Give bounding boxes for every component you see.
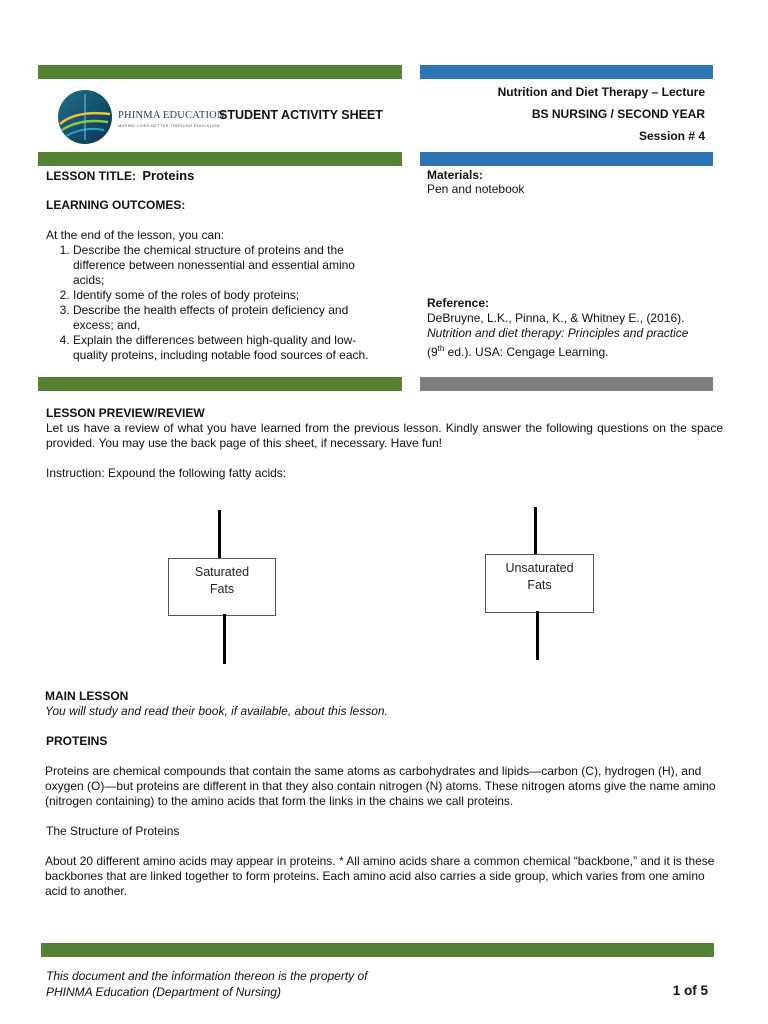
session-number: Session # 4	[638, 129, 705, 143]
saturated-fats-line1: Saturated	[194, 565, 250, 579]
saturated-bottom-line	[223, 614, 226, 664]
lesson-title	[46, 168, 194, 184]
saturated-fats-box	[168, 558, 276, 616]
reference-heading: Reference:	[427, 296, 490, 310]
edition-post: ed.). USA: Cengage Learning.	[444, 345, 609, 359]
saturated-top-line	[218, 510, 221, 560]
course-title: Nutrition and Diet Therapy – Lecture	[497, 85, 705, 99]
main-lesson-subtitle: You will study and read their book, if available, about this lesson.	[45, 704, 388, 718]
footer-line1: This document and the information thereon is the property of	[46, 969, 368, 983]
proteins-topic: PROTEINS	[46, 734, 108, 748]
reference-edition	[427, 341, 608, 360]
preview-instruction: Instruction: Expound the following fatty acids:	[46, 466, 287, 480]
outcomes-intro: At the end of the lesson, you can:	[46, 228, 225, 242]
program-title: BS NURSING / SECOND YEAR	[531, 107, 705, 121]
saturated-fats-line2: Fats	[209, 582, 235, 596]
sheet-title: STUDENT ACTIVITY SHEET	[219, 108, 383, 122]
materials-text: Pen and notebook	[427, 182, 525, 196]
reference-bottom-bar	[420, 377, 713, 391]
reference-book-title: Nutrition and diet therapy: Principles and practice	[427, 326, 689, 340]
outcomes-heading: LEARNING OUTCOMES:	[46, 198, 186, 212]
outcome-item: 4. Explain the differences between high-quality and low-quality proteins, including notable food sources of each.	[73, 333, 373, 363]
edition-pre: (9	[427, 345, 438, 359]
outcome-item: 2. Identify some of the roles of body proteins;	[73, 288, 373, 303]
edition-sup: th	[437, 344, 445, 353]
unsaturated-fats-line1: Unsaturated	[505, 561, 574, 575]
unsaturated-fats-line2: Fats	[527, 578, 552, 592]
phinma-logo-mark-icon	[56, 88, 114, 146]
lesson-bottom-bar	[38, 377, 402, 391]
header-left-top-bar	[38, 65, 402, 79]
footer-line2: PHINMA Education (Department of Nursing)	[46, 985, 281, 999]
footer-bar	[41, 943, 714, 957]
outcome-item: 1. Describe the chemical structure of proteins and the difference between nonessential and essential amino acids;	[73, 243, 373, 288]
outcomes-list	[45, 243, 373, 363]
lesson-top-bar	[38, 152, 402, 166]
materials-heading: Materials:	[427, 168, 484, 182]
main-lesson-heading: MAIN LESSON	[45, 689, 129, 703]
materials-top-bar	[420, 152, 713, 166]
lesson-title-label: LESSON TITLE:	[46, 169, 136, 183]
unsaturated-bottom-line	[536, 611, 539, 660]
reference-authors: DeBruyne, L.K., Pinna, K., & Whitney E., (2016).	[427, 311, 685, 325]
logo-name: PHINMA EDUCATION	[118, 110, 225, 121]
outcome-item: 3. Describe the health effects of protein deficiency and excess; and,	[73, 303, 373, 333]
page-number: 1 of 5	[672, 983, 708, 998]
preview-text: Let us have a review of what you have learned from the previous lesson. Kindly answer the following questions on the space provided. You may use the back page of this sheet, if necessary. Have fun!	[46, 421, 723, 450]
unsaturated-top-line	[534, 507, 537, 555]
unsaturated-fats-box	[485, 554, 594, 613]
phinma-logo	[56, 88, 225, 148]
structure-paragraph: About 20 different amino acids may appear in proteins. * All amino acids share a common chemical “backbone,” and it is these backbones that are linked together to form proteins. Each amino acid also carries a side group, which varies from one amino acid to another.	[45, 854, 715, 898]
proteins-paragraph: Proteins are chemical compounds that contain the same atoms as carbohydrates and lipids—carbon (C), hydrogen (H), and oxygen (O)—but proteins are different in that they also contain nitrogen (N) atoms. These nitrogen atoms give the name amino (nitrogen containing) to the amino acids that form the links in the chains we call proteins.	[45, 764, 716, 808]
header-right-top-bar	[420, 65, 713, 79]
structure-heading: The Structure of Proteins	[46, 824, 180, 838]
preview-heading: LESSON PREVIEW/REVIEW	[46, 406, 205, 420]
logo-tagline: MAKING LIVES BETTER THROUGH EDUCATION	[118, 123, 220, 128]
lesson-title-value: Proteins	[142, 168, 195, 183]
